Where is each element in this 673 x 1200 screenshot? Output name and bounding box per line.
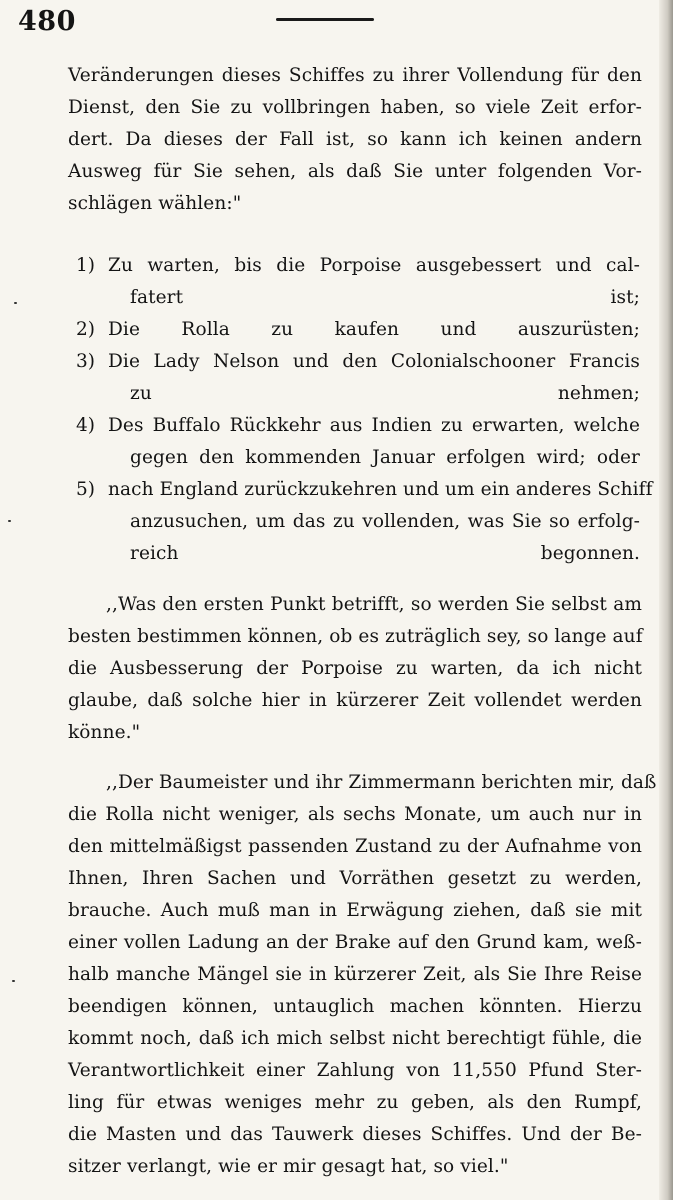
text-line: die Ausbesserung der Porpoise zu warten, da ich nicht [68,658,642,679]
text-line: brauche. Auch muß man in Erwägung ziehen, daß sie mit [68,900,642,921]
list-item-text: nach England zurückzukehren und um ein anderes Schiff [108,479,653,500]
page-edge-shadow [659,0,673,1200]
list-item-text: Die Lady Nelson und den Colonialschooner Francis [108,351,640,372]
text-line: dert. Da dieses der Fall ist, so kann ich keinen andern [68,129,642,150]
text-line: halb manche Mängel sie in kürzerer Zeit, als Sie Ihre Reise [68,964,642,985]
paper-speck [14,302,17,304]
text-line: ling für etwas weniges mehr zu geben, als den Rumpf, [68,1092,642,1113]
text-line: schlägen wählen:" [68,193,242,214]
text-line: ,,Der Baumeister und ihr Zimmermann berichten mir, daß [106,772,657,793]
text-line: ,,Was den ersten Punkt betrifft, so werden Sie selbst am [106,594,642,615]
list-item-text: gegen den kommenden Januar erfolgen wird; oder [130,447,640,468]
list-item-text: anzusuchen, um das zu vollenden, was Sie so erfolg- [130,511,640,532]
text-line: die Rolla nicht weniger, als sechs Monate, um auch nur in [68,804,642,825]
text-line: Veränderungen dieses Schiffes zu ihrer Vollendung für den [68,65,642,86]
text-line: Ausweg für Sie sehen, als daß Sie unter folgenden Vor- [68,161,642,182]
text-line: beendigen können, untauglich machen könnten. Hierzu [68,996,642,1017]
paper-speck [8,520,11,522]
text-line: Verantwortlichkeit einer Zahlung von 11,550 Pfund Ster- [68,1060,642,1081]
text-line: besten bestimmen können, ob es zuträglich sey, so lange auf [68,626,643,647]
text-line: könne." [68,722,141,743]
page-number: 480 [18,6,76,37]
text-line: kommt noch, daß ich mich selbst nicht berechtigt fühle, die [68,1028,642,1049]
text-line: den mittelmäßigst passenden Zustand zu der Aufnahme von [68,836,642,857]
list-item-number: 1) [76,255,95,276]
list-item-text: zu nehmen; [130,383,640,404]
text-line: die Masten und das Tauwerk dieses Schiffes. Und der Be- [68,1124,642,1145]
text-line: Dienst, den Sie zu vollbringen haben, so viele Zeit erfor- [68,97,642,118]
list-item-text: Die Rolla zu kaufen und auszurüsten; [108,319,640,340]
list-item-text: Zu warten, bis die Porpoise ausgebessert und cal- [108,255,640,276]
list-item-number: 2) [76,319,95,340]
list-item-number: 4) [76,415,95,436]
text-line: Ihnen, Ihren Sachen und Vorräthen gesetzt zu werden, [68,868,642,889]
list-item-text: reich begonnen. [130,543,640,564]
list-item-number: 3) [76,351,95,372]
text-line: glaube, daß solche hier in kürzerer Zeit vollendet werden [68,690,642,711]
text-line: einer vollen Ladung an der Brake auf den Grund kam, weß- [68,932,642,953]
list-item-text: Des Buffalo Rückkehr aus Indien zu erwarten, welche [108,415,640,436]
text-line: sitzer verlangt, wie er mir gesagt hat, so viel." [68,1156,509,1177]
paper-speck [12,980,15,982]
list-item-number: 5) [76,479,95,500]
header-rule [276,18,374,21]
list-item-text: fatert ist; [130,287,640,308]
